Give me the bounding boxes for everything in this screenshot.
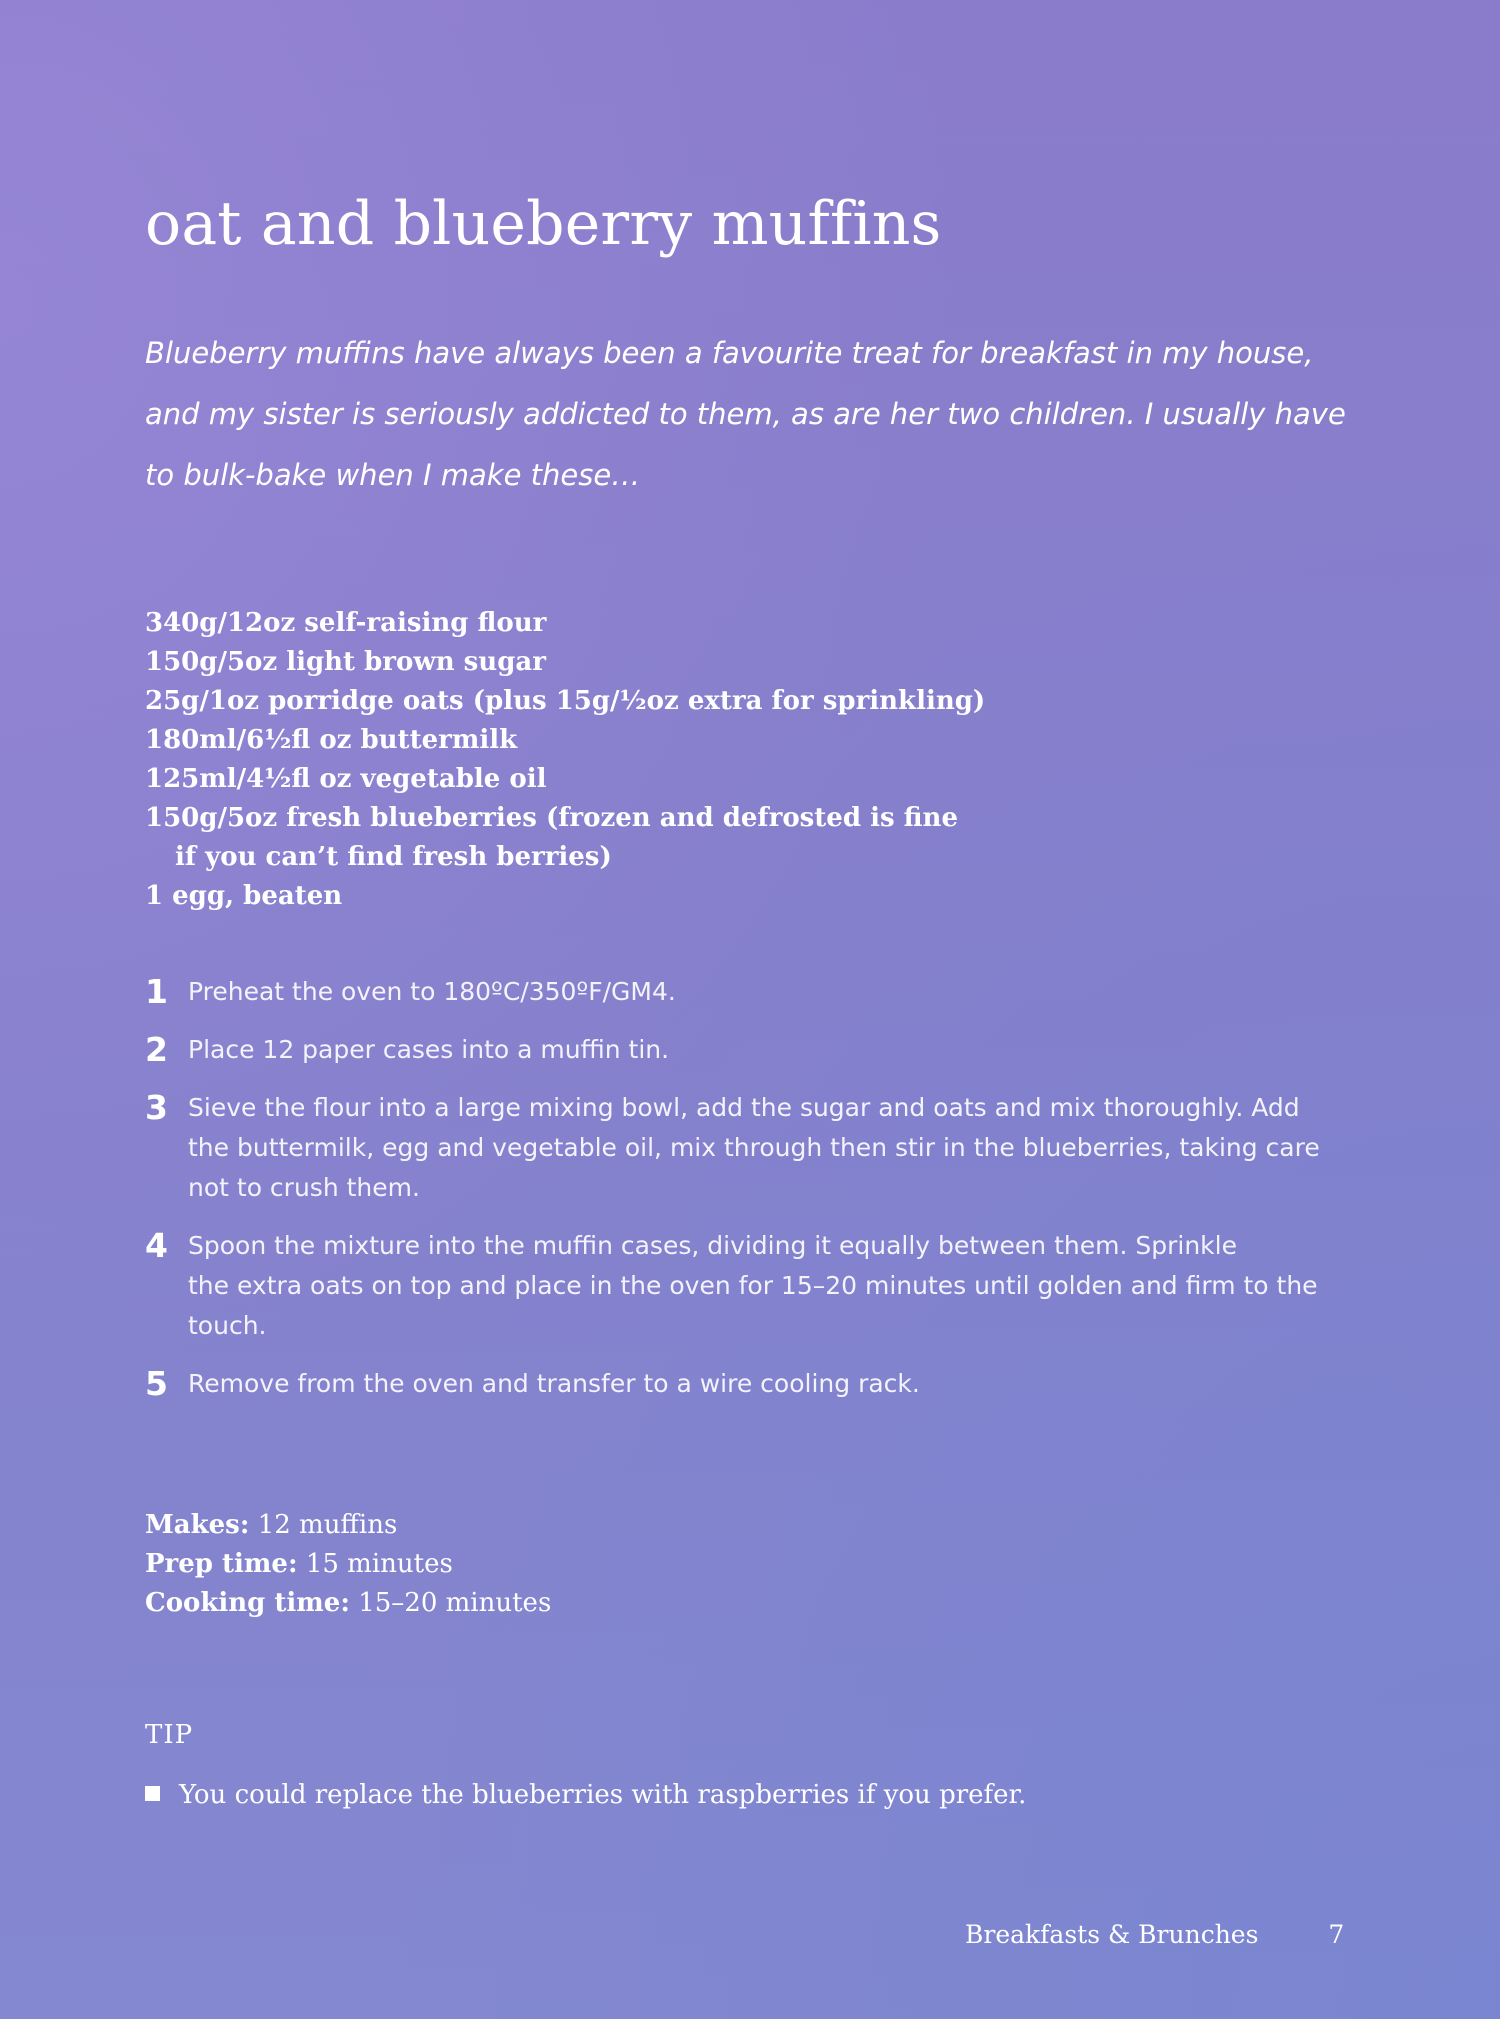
recipe-facts bbox=[145, 1506, 551, 1623]
page-number: 7 bbox=[1328, 1920, 1345, 1949]
method-step bbox=[145, 1030, 1345, 1070]
ingredients-list bbox=[145, 604, 985, 916]
ingredient-item: 1 egg, beaten bbox=[145, 881, 343, 911]
ingredient-item: 150g/5oz fresh blueberries (frozen and defrosted is fine bbox=[145, 803, 958, 833]
recipe-intro bbox=[145, 323, 1375, 506]
makes-label: Makes: bbox=[145, 1510, 250, 1540]
step-text-line: Remove from the oven and transfer to a wire cooling rack. bbox=[188, 1369, 920, 1398]
tip-item bbox=[145, 1775, 1026, 1815]
ingredient-item: 125ml/4½fl oz vegetable oil bbox=[145, 764, 547, 794]
step-text-line: Sieve the flour into a large mixing bowl, add the sugar and oats and mix thoroughly. Add bbox=[188, 1093, 1300, 1122]
step-text bbox=[188, 1088, 1345, 1208]
step-number: 2 bbox=[145, 1030, 168, 1069]
ingredient-item: 180ml/6½fl oz buttermilk bbox=[145, 725, 518, 755]
prep-time-value: 15 minutes bbox=[305, 1549, 453, 1579]
step-text bbox=[188, 1226, 1345, 1346]
intro-line: Blueberry muffins have always been a favourite treat for breakfast in my house, bbox=[145, 336, 1314, 370]
page-footer bbox=[965, 1920, 1344, 1949]
tip-text: You could replace the blueberries with raspberries if you prefer. bbox=[179, 1780, 1027, 1810]
step-text bbox=[188, 1364, 1345, 1404]
prep-time-row bbox=[145, 1545, 551, 1584]
cooking-time-label: Cooking time: bbox=[145, 1588, 350, 1618]
cooking-time-value: 15–20 minutes bbox=[358, 1588, 552, 1618]
ingredient-item-continued: if you can’t find fresh berries) bbox=[175, 842, 612, 872]
step-number: 4 bbox=[145, 1226, 168, 1265]
step-text-line: Preheat the oven to 180ºC/350ºF/GM4. bbox=[188, 977, 676, 1006]
step-text-line: the buttermilk, egg and vegetable oil, mix through then stir in the blueberries, taking care bbox=[188, 1133, 1320, 1162]
step-text bbox=[188, 972, 1345, 1012]
tip-heading: TIP bbox=[145, 1720, 194, 1750]
ingredient-item: 150g/5oz light brown sugar bbox=[145, 647, 546, 677]
intro-line: and my sister is seriously addicted to them, as are her two children. I usually have bbox=[145, 397, 1346, 431]
method-step bbox=[145, 1088, 1345, 1208]
method-step bbox=[145, 972, 1345, 1012]
prep-time-label: Prep time: bbox=[145, 1549, 298, 1579]
makes-row bbox=[145, 1506, 551, 1545]
makes-value: 12 muffins bbox=[257, 1510, 398, 1540]
step-text-line: touch. bbox=[188, 1311, 267, 1340]
ingredient-item: 340g/12oz self-raising flour bbox=[145, 608, 547, 638]
step-number: 3 bbox=[145, 1088, 168, 1127]
step-number: 1 bbox=[145, 972, 168, 1011]
step-text bbox=[188, 1030, 1345, 1070]
step-text-line: the extra oats on top and place in the oven for 15–20 minutes until golden and firm to the bbox=[188, 1271, 1318, 1300]
intro-line: to bulk-bake when I make these… bbox=[145, 458, 641, 492]
step-number: 5 bbox=[145, 1364, 168, 1403]
square-bullet-icon bbox=[145, 1786, 160, 1801]
step-text-line: Spoon the mixture into the muffin cases, dividing it equally between them. Sprinkle bbox=[188, 1231, 1237, 1260]
step-text-line: Place 12 paper cases into a muffin tin. bbox=[188, 1035, 670, 1064]
method-step bbox=[145, 1364, 1345, 1404]
recipe-title: oat and blueberry muffins bbox=[145, 189, 942, 259]
section-name: Breakfasts & Brunches bbox=[965, 1920, 1259, 1949]
method-steps bbox=[145, 972, 1345, 1422]
cooking-time-row bbox=[145, 1584, 551, 1623]
method-step bbox=[145, 1226, 1345, 1346]
step-text-line: not to crush them. bbox=[188, 1173, 420, 1202]
ingredient-item: 25g/1oz porridge oats (plus 15g/½oz extra for sprinkling) bbox=[145, 686, 986, 716]
